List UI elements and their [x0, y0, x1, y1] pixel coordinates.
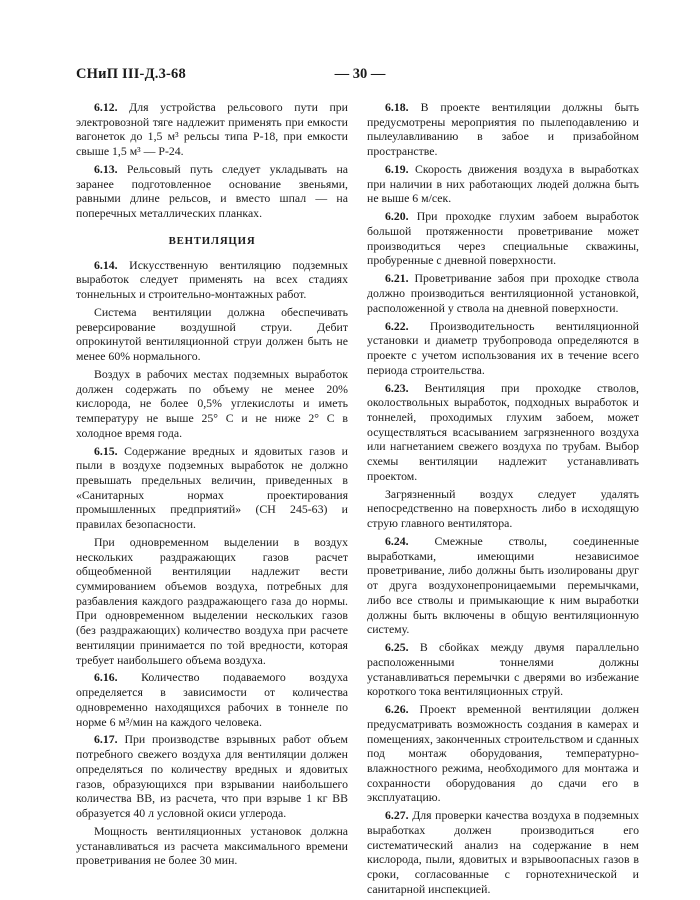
paragraph — [76, 367, 348, 441]
paragraph — [76, 100, 348, 159]
clause-number: 6.24. — [385, 534, 409, 548]
paragraph-text: Количество подаваемого воздуха определяется в зависимости от количества одновременно находящихся рабочих в тоннеле по норме 6 м³/мин на каждого человека. — [76, 670, 349, 729]
paragraph-text: Смежные стволы, соединенные выработками, имеющими независимое проветривание, либо должны быть изолированы друг от друга воздухонепроницаемыми перемычками, либо все стволы и примыкающие к ним выработки должны быть включены в общую вентиляционную систему. — [367, 534, 639, 637]
paragraph-text: Загрязненный воздух следует удалять непосредственно на поверхность либо в исходящую струю главного вентилятора. — [367, 486, 639, 531]
page-number: — 30 — — [334, 66, 386, 82]
left-paragraphs-bottom — [76, 258, 348, 868]
clause-number: 6.22. — [385, 318, 409, 333]
paragraph — [367, 808, 639, 896]
clause-number: 6.18. — [385, 100, 409, 114]
paragraph-text: Производительность вентиляционной установки и диаметр трубопровода определяются в проекте с учетом использования их в течение всего периода строительства. — [367, 318, 639, 377]
paragraph — [367, 640, 639, 699]
paragraph-text: Рельсовый путь следует укладывать на заранее подготовленное основание звеньями, равными длине рельсов, и вместо шпал — на поперечных металлических планках. — [76, 162, 348, 221]
paragraph — [367, 534, 639, 637]
document-code: СНиП III-Д.3-68 — [76, 66, 186, 82]
clause-number: 6.27. — [385, 808, 409, 823]
paragraph-text: Для проверки качества воздуха в подземных выработках должен производиться его систематический анализ на содержание в нем кислорода, пыли, ядовитых и взрывоопасных газов в сроки, согласованные с горнотехнической и санитарной инспекцией. — [367, 808, 639, 896]
paragraph — [367, 319, 639, 378]
paragraph-text: Проветривание забоя при проходке ствола должно производиться вентиляционной установкой, расположенной у ствола на дневной поверхности. — [367, 271, 639, 315]
paragraph-text: Скорость движения воздуха в выработках при наличии в них работающих людей должна быть не выше 6 м/сек. — [367, 162, 640, 206]
paragraph — [76, 670, 348, 729]
paragraph-text: Содержание вредных и ядовитых газов и пыли в воздухе подземных выработок не должно превышать предельных величин, приведенных в «Санитарных нормах проектирования промышленных предприятий» (СН 245-63) и правилах безопасности. — [76, 443, 348, 532]
paragraph-text: Проект временной вентиляции должен предусматривать возможность создания в камерах и помещениях, законченных строительством и сданных под монтаж оборудования, температурно-влажностного режима, необходимого для монтажа и сохранности оборудования до сдачи его в эксплуатацию. — [367, 702, 640, 805]
clause-number: 6.13. — [94, 162, 118, 176]
paragraph-text: Система вентиляции должна обеспечивать реверсирование воздушной струи. Дебит опрокинутой вентиляционной струи должен быть не менее 60% нормального. — [76, 304, 348, 363]
paragraph — [367, 209, 639, 268]
paragraph — [76, 444, 348, 532]
paragraph-text: Искусственную вентиляцию подземных выработок следует применять на всех стадиях тоннельных и строительно-монтажных работ. — [76, 257, 349, 301]
clause-number: 6.26. — [385, 702, 409, 717]
right-paragraphs — [367, 100, 639, 896]
paragraph — [76, 162, 348, 221]
paragraph — [76, 535, 348, 667]
clause-number: 6.16. — [94, 670, 118, 685]
clause-number: 6.17. — [94, 732, 118, 747]
paragraph-text: Для устройства рельсового пути при электровозной тяге надлежит применять при емкости вагонеток до 1,5 м³ рельсы типа Р-18, при емкости свыше 1,5 м³ — Р-24. — [76, 100, 348, 159]
paragraph — [367, 702, 639, 805]
paragraph — [76, 305, 348, 364]
clause-number: 6.20. — [385, 209, 409, 224]
paragraph — [76, 824, 348, 868]
paragraph — [367, 162, 639, 206]
clause-number: 6.21. — [385, 271, 409, 286]
clause-number: 6.15. — [94, 443, 118, 458]
paragraph-text: Воздух в рабочих местах подземных выработок должен содержать по объему не менее 20% кислорода, не более 0,5% углекислоты и иметь температуру не выше 25° С и не ниже 2° С в холодное время года. — [76, 366, 348, 440]
right-column — [367, 100, 639, 900]
paragraph — [367, 100, 639, 159]
left-column — [76, 100, 348, 871]
paragraph — [367, 487, 639, 531]
left-paragraphs-top — [76, 100, 348, 221]
clause-number: 6.23. — [385, 380, 409, 395]
paragraph-text: При одновременном выделении в воздух нескольких раздражающих газов расчет общеобменной вентиляции надлежит вести суммированием объемов воздуха, потребных для разбавления каждого раздражающего газа до нормы. При одновременном выделении нескольких газов (без раздражающих) количество воздуха при расчете вентиляции принимается по той вредности, которая требует наибольшего объема воздуха. — [76, 534, 348, 667]
paragraph-text: При проходке глухим забоем выработок большой протяженности проветривание может производиться через специальные скважины, пробуренные с дневной поверхности. — [367, 209, 639, 268]
clause-number: 6.25. — [385, 640, 409, 655]
paragraph-text: В проекте вентиляции должны быть предусмотрены мероприятия по пылеподавлению и пылеулавливанию в забое и призабойном пространстве. — [367, 100, 639, 159]
paragraph — [76, 258, 348, 302]
paragraph — [76, 732, 348, 820]
paragraph-text: В сбойках между двумя параллельно расположенными тоннелями должны устанавливаться перемычки с дверями во избежание короткого тока вентиляционных струй. — [367, 640, 640, 699]
clause-number: 6.19. — [385, 162, 409, 176]
paragraph-text: При производстве взрывных работ объем потребного свежего воздуха для вентиляции должен определяться по количеству вредных и ядовитых газов, образующихся при взрывании наибольшего количества ВВ, из расчета, что при взрыве 1 кг ВВ образуется 40 л условной окиси углерода. — [76, 732, 348, 820]
paragraph — [367, 381, 639, 484]
paragraph-text: Мощность вентиляционных установок должна устанавливаться из расчета максимального времени проветривания не более 30 мин. — [76, 823, 348, 868]
section-heading: ВЕНТИЛЯЦИЯ — [168, 234, 256, 247]
clause-number: 6.14. — [94, 257, 118, 272]
clause-number: 6.12. — [94, 100, 118, 114]
paragraph — [367, 271, 639, 315]
paragraph-text: Вентиляция при проходке стволов, околоствольных выработок, подходных выработок и тоннелей, проходимых глухим забоем, может осуществляться всасыванием загрязненного воздуха или нагнетанием свежего воздуха по трубам. Выбор схемы вентиляции надлежит устанавливать проектом. — [367, 380, 639, 483]
